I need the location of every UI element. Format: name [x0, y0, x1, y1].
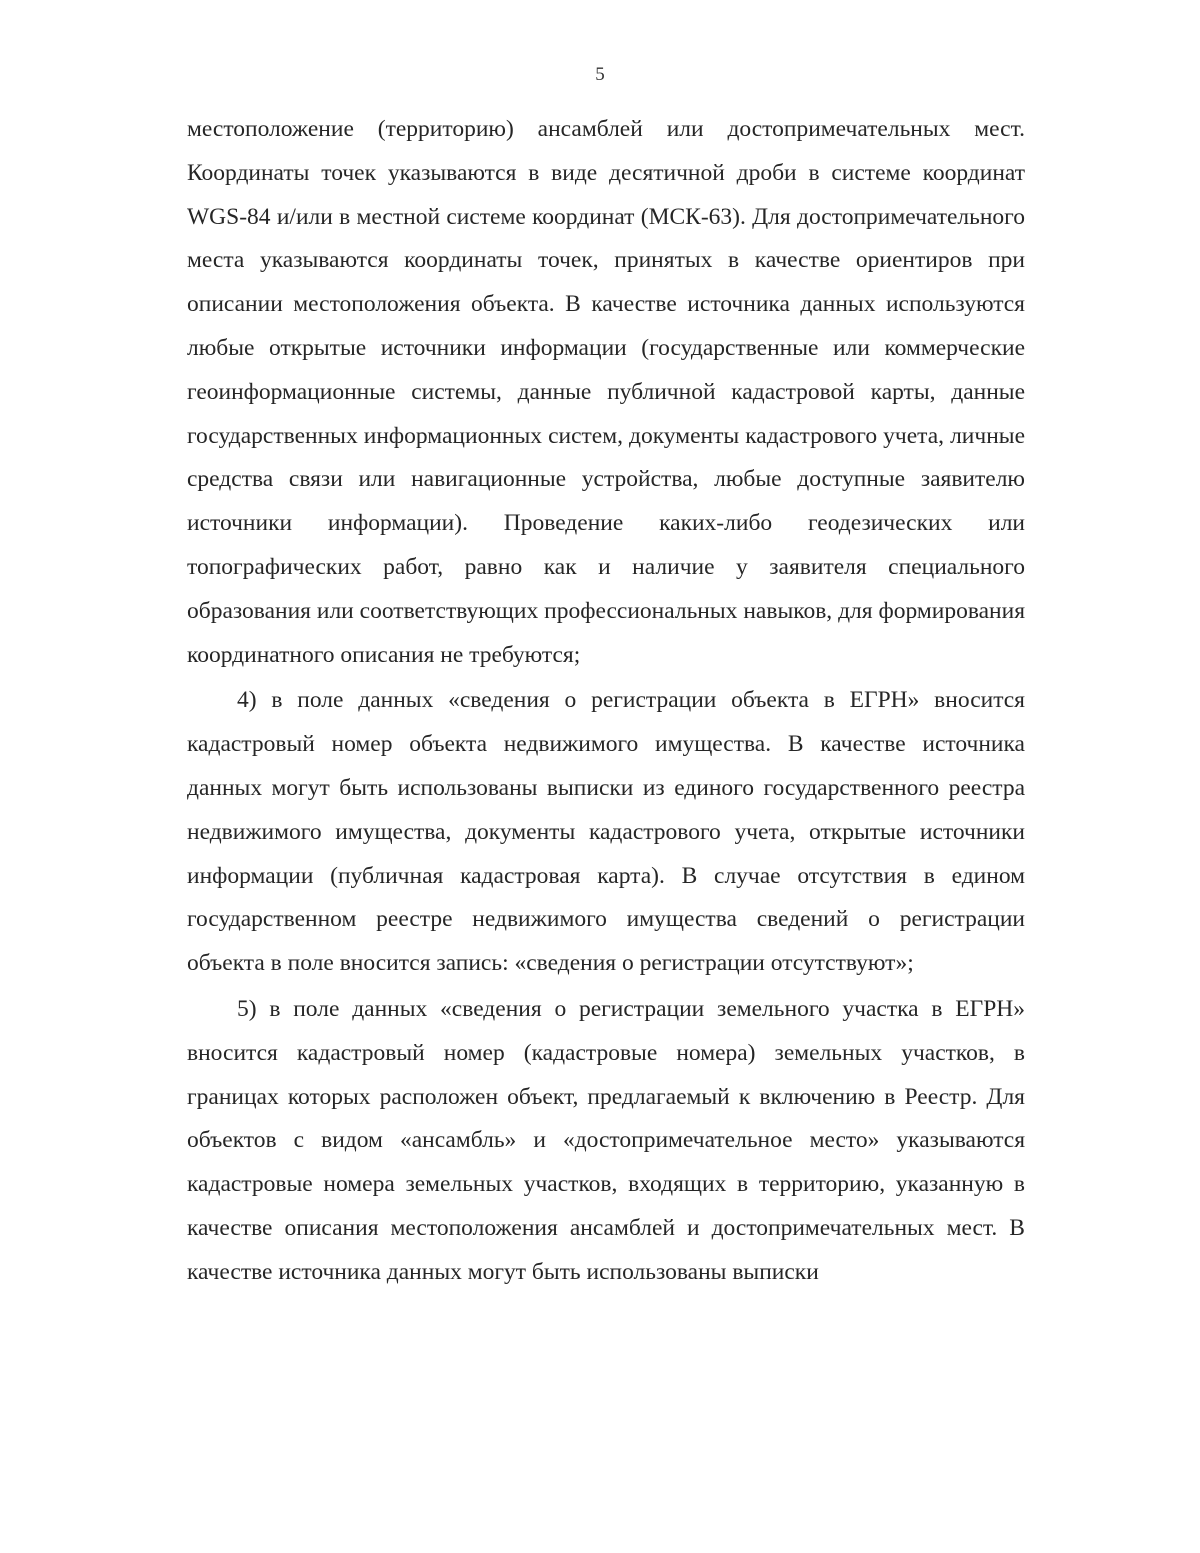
- paragraph-item-5: 5) в поле данных «сведения о регистрации земельного участка в ЕГРН» вносится кадастровый номер (кадастровые номера) земельных участков, в границах которых расположен объект, предлагаемый к включению в Реестр. Для объектов с видом «ансамбль» и «достопримечательное место» указываются кадастровые номера земельных участков, входящих в территорию, указанную в качестве описания местоположения ансамблей и достопримечательных мест. В качестве источника данных могут быть использованы выписки: [187, 995, 1025, 1285]
- page-number: 5: [595, 64, 605, 85]
- paragraph-item-4: 4) в поле данных «сведения о регистрации объекта в ЕГРН» вносится кадастровый номер объекта недвижимого имущества. В качестве источника данных могут быть использованы выписки из единого государственного реестра недвижимого имущества, документы кадастрового учета, открытые источники информации (публичная кадастровая карта). В случае отсутствия в едином государственном реестре недвижимого имущества сведений о регистрации объекта в поле вносится запись: «сведения о регистрации отсутствуют»;: [187, 687, 1025, 977]
- paragraph-continuation: местоположение (территорию) ансамблей или достопримечательных мест. Координаты точек указываются в виде десятичной дроби в системе координат WGS-84 и/или в местной системе координат (МСК-63). Для достопримечательного места указываются координаты точек, принятых в качестве ориентиров при описании местоположения объекта. В качестве источника данных используются любые открытые источники информации (государственные или коммерческие геоинформационные системы, данные публичной кадастровой карты, данные государственных информационных систем, документы кадастрового учета, личные средства связи или навигационные устройства, любые доступные заявителю источники информации). Проведение каких-либо геодезических или топографических работ, равно как и наличие у заявителя специального образования или соответствующих профессиональных навыков, для формирования координатного описания не требуются;: [187, 116, 1025, 668]
- document-body: [187, 108, 1025, 1295]
